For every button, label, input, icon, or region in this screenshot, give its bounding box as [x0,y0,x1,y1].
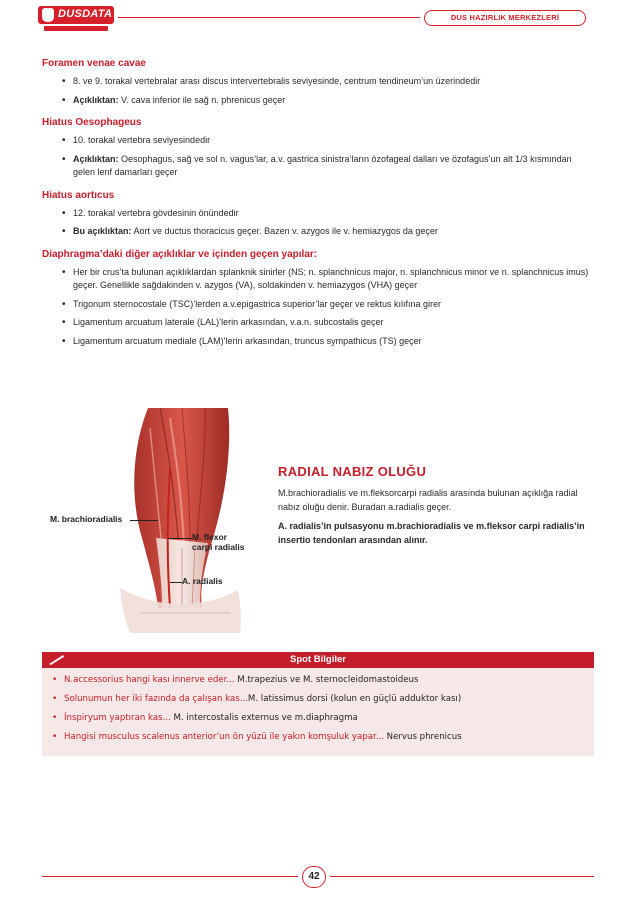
spot-title: Spot Bilgiler [290,654,346,665]
footer-line-right [330,876,594,877]
list-item [62,75,594,89]
list-item [62,266,594,293]
item-text: Trigonum sternocostale (TSC)’lerden a.v.epigastrica superior’lar geçer ve rektus kılıfına girer [73,298,441,309]
spot-header [42,652,594,668]
spot-list [42,668,594,743]
list-item [62,94,594,108]
logo-tagline-bar [44,26,108,31]
item-text: Ligamentum arcuatum mediale (LAM)’lerin arkasından, truncus sympathicus (TS) geçer [73,335,422,346]
page-header [0,0,628,40]
radial-title: RADIAL NABIZ OLUĞU [278,464,427,479]
forearm-anatomy-figure [50,408,275,633]
section-title: Foramen venae cavae [42,58,146,69]
section-title: Diaphragma’daki diğer açıklıklar ve içinden geçen yapılar: [42,248,318,260]
item-text: 10. torakal vertebra seviyesindedir [73,135,211,145]
spot-answer: Nervus phrenicus [383,732,462,742]
item-text: Oesophagus, sağ ve sol n. vagus’lar, a.v. gastrica sinistra’ların özofageal dalları ve özofagus’un alt 1/3 kısmından gelen lenf damarları geçer [73,153,572,177]
list-item [62,225,594,239]
main-content [42,58,594,358]
list-item [62,207,594,221]
spot-question: İnspiryum yaptıran kas... [64,713,171,723]
list-item [62,134,594,148]
item-text: V. cava inferior ile sağ n. phrenicus geçer [118,94,286,105]
spot-answer: M. intercostalis externus ve m.diaphragma [170,713,358,723]
footer-line-left [42,876,298,877]
spot-question: Solunumun her iki fazında da çalışan kas... [64,694,248,704]
item-bold: Açıklıktan: [73,94,119,105]
tooth-icon [42,8,54,22]
label-flexor-carpi-radialis-2: carpi radialis [192,542,245,552]
list-item [62,335,594,349]
spot-answer: M.trapezius ve M. sternocleidomastoideus [234,675,419,685]
leader-line [170,582,182,583]
spot-item [50,712,594,724]
radial-paragraph: M.brachioradialis ve m.fleksorcarpi radialis arasında bulunan açıklığa radial nabız oluğu denir. Buradan a.radialis geçer. [278,488,578,512]
spot-item [50,693,594,705]
radial-pulse-box [278,464,594,553]
leader-line [130,520,158,521]
spot-info-box [42,652,594,756]
spot-item [50,731,594,743]
radial-paragraph-bold: A. radialis’in pulsasyonu m.brachioradialis ve m.fleksor carpi radialis’in insertio tendonları arasından alınır. [278,521,585,545]
spot-question: N.accessorius hangi kası innerve eder... [64,675,235,685]
item-bold: Bu açıklıktan: [73,226,132,236]
header-divider [118,17,420,18]
spot-item [50,674,594,686]
leader-line [168,538,192,539]
header-label: DUS HAZIRLIK MERKEZLERİ [424,10,586,26]
bullet-list [62,266,594,349]
bullet-list [62,207,594,239]
label-brachioradialis: M. brachioradialis [50,514,123,524]
logo-text: DUSDATA [58,8,113,20]
section-title: Hiatus Oesophageus [42,117,142,128]
page-number: 42 [302,866,326,888]
dusdata-logo [38,6,114,32]
section-title: Hiatus aortıcus [42,189,115,201]
list-item [62,298,594,312]
label-flexor-carpi-radialis-1: M. flexor [192,532,227,542]
item-text: 12. torakal vertebra gövdesinin önündedir [73,207,239,218]
list-item [62,316,594,330]
spot-answer: M. latissimus dorsi (kolun en güçlü adduktor kası) [247,694,462,704]
item-text: Ligamentum arcuatum laterale (LAL)’lerin arkasından, v.a.n. subcostalis geçer [73,317,384,327]
spot-question: Hangisi musculus scalenus anterior’un ön yüzü ile yakın komşuluk yapar... [64,732,384,742]
bullet-list [62,75,594,107]
bullet-list [62,134,594,180]
item-text: 8. ve 9. torakal vertebralar arası discus intervertebralis seviyesinde, centrum tendineum’un üzerindedir [73,76,481,86]
item-bold: Açıklıktan: [73,153,119,164]
item-text: Aort ve ductus thoracicus geçer. Bazen v. azygos ile v. hemiazygos da geçer [131,226,438,236]
list-item [62,153,594,180]
item-text: Her bir crus’ta bulunan açıklıklardan splanknik sinirler (NS; n. splanchnicus major, n. splanchnicus minor ve n. splanchnicus imus) geçer. Genellikle sağdakinden v. azygos (VA), soldakinden v. hemiazygos (VHA) geçer [73,266,589,290]
label-a-radialis: A. radialis [182,576,223,586]
